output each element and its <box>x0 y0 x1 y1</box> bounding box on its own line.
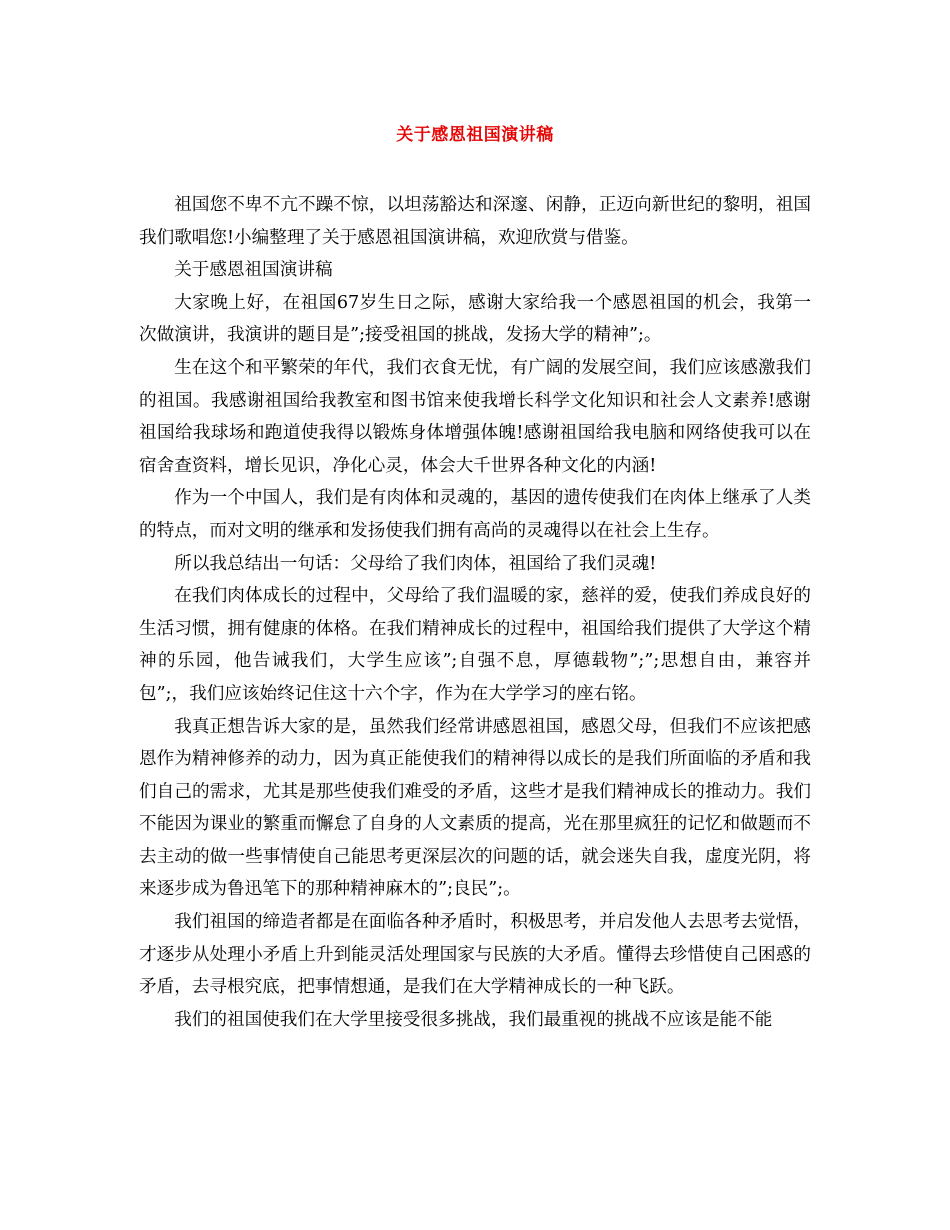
paragraph-body-and-soul: 作为一个中国人，我们是有肉体和灵魂的，基因的遗传使我们在肉体上继承了人类的特点，而对文明的继承和发扬使我们拥有高尚的灵魂得以在社会上生存。 <box>139 488 811 541</box>
paragraph-summary: 所以我总结出一句话：父母给了我们肉体，祖国给了我们灵魂! <box>174 553 657 574</box>
paragraph-gratitude: 生在这个和平繁荣的年代，我们衣食无忧，有广阔的发展空间，我们应该感激我们的祖国。我感谢祖国给我教室和图书馆来使我增长科学文化知识和社会人文素养!感谢祖国给我球场和跑道使我得以锻炼身体增强体魄!感谢祖国给我电脑和网络使我可以在宿舍查资料，增长见识，净化心灵，体会大千世界各种文化的内涵! <box>139 357 811 476</box>
document-title: 关于感恩祖国演讲稿 <box>396 125 554 145</box>
paragraph-subtitle: 关于感恩祖国演讲稿 <box>174 260 333 281</box>
paragraph-challenges: 我们的祖国使我们在大学里接受很多挑战，我们最重视的挑战不应该是能不能 <box>174 1009 773 1030</box>
paragraph-greeting: 大家晚上好，在祖国67岁生日之际，感谢大家给我一个感恩祖国的机会，我第一次做演讲，我演讲的题目是”;接受祖国的挑战，发扬大学的精神”;。 <box>139 292 811 346</box>
paragraph-intro: 祖国您不卑不亢不躁不惊，以坦荡豁达和深邃、闲静，正迈向新世纪的黎明，祖国我们歌唱您!小编整理了关于感恩祖国演讲稿，欢迎欣赏与借鉴。 <box>139 195 811 248</box>
paragraph-growth: 在我们肉体成长的过程中，父母给了我们温暖的家，慈祥的爱，使我们养成良好的生活习惯，拥有健康的体格。在我们精神成长的过程中，祖国给我们提供了大学这个精神的乐园，他告诫我们，大学生应该”;自强不息，厚德载物”;”;思想自由，兼容并包”;，我们应该始终记住这十六个字，作为在大学学习的座右铭。 <box>139 586 811 704</box>
document-body <box>139 189 811 1036</box>
paragraph-founders: 我们祖国的缔造者都是在面临各种矛盾时，积极思考，并启发他人去思考去觉悟，才逐步从处理小矛盾上升到能灵活处理国家与民族的大矛盾。懂得去珍惜使自己困惑的矛盾，去寻根究底，把事情想通，是我们在大学精神成长的一种飞跃。 <box>139 912 811 998</box>
paragraph-contradictions: 我真正想告诉大家的是，虽然我们经常讲感恩祖国，感恩父母，但我们不应该把感恩作为精神修养的动力，因为真正能使我们的精神得以成长的是我们所面临的矛盾和我们自己的需求，尤其是那些使我们难受的矛盾，这些才是我们精神成长的推动力。我们不能因为课业的繁重而懈怠了自身的人文素质的提高，光在那里疯狂的记忆和做题而不去主动的做一些事情使自己能思考更深层次的问题的话，就会迷失自我，虚度光阴，将来逐步成为鲁迅笔下的那种精神麻木的”;良民”;。 <box>139 716 811 900</box>
